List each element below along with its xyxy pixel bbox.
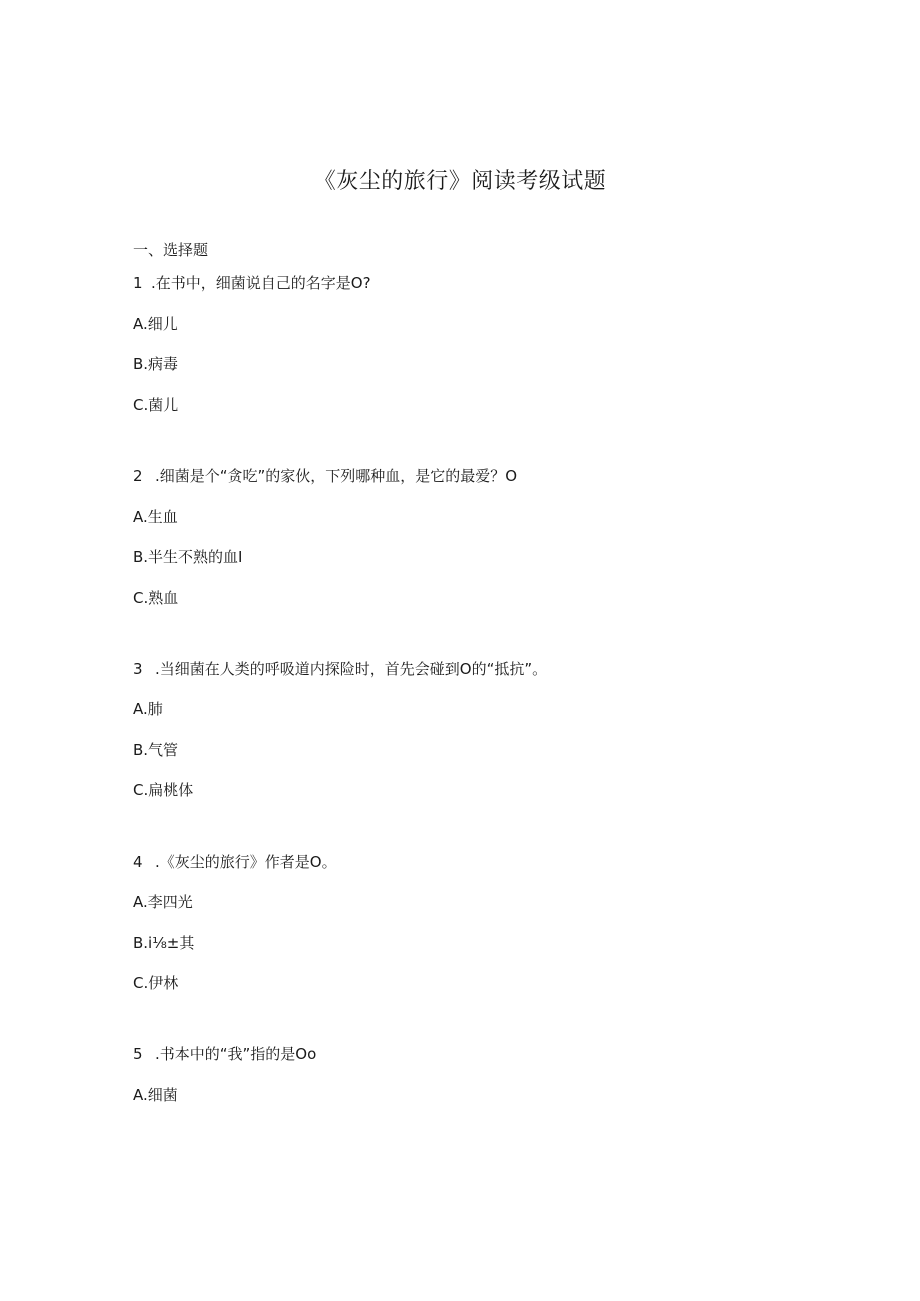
question-text: .细菌是个“贪吃”的家伙，下列哪种血，是它的最爱？O: [155, 467, 518, 485]
question-3: [133, 659, 547, 679]
question-number: 5: [133, 1045, 143, 1063]
question-text: .在书中，细菌说自己的名字是O?: [151, 274, 371, 292]
document-title: 《灰尘的旅行》阅读考级试题: [313, 169, 607, 194]
option-4c: C.伊林: [133, 974, 179, 992]
question-4: [133, 852, 337, 872]
question-number: 4: [133, 853, 143, 871]
option-1a: A.细儿: [133, 315, 178, 333]
question-2: [133, 466, 517, 486]
option-3c: C.扁桃体: [133, 781, 194, 799]
option-2b: B.半生不熟的血I: [133, 548, 243, 566]
question-5: [133, 1044, 316, 1064]
option-1b: B.病毒: [133, 355, 179, 373]
question-text: .书本中的“我”指的是Oo: [155, 1045, 317, 1063]
question-number: 2: [133, 467, 143, 485]
question-number: 3: [133, 660, 143, 678]
question-number: 1: [133, 274, 143, 292]
option-2a: A.生血: [133, 508, 178, 526]
question-1: [133, 273, 371, 293]
question-text: .当细菌在人类的呼吸道内探险时，首先会碰到O的“抵抗”。: [155, 660, 548, 678]
option-4a: A.李四光: [133, 893, 193, 911]
option-4b: B.i⅛±其: [133, 934, 195, 952]
section-heading: 一、选择题: [133, 241, 209, 259]
option-1c: C.菌儿: [133, 396, 179, 414]
option-3a: A.肺: [133, 700, 163, 718]
option-3b: B.气管: [133, 741, 179, 759]
question-text: .《灰尘的旅行》作者是O。: [155, 853, 337, 871]
option-5a: A.细菌: [133, 1086, 178, 1104]
option-2c: C.熟血: [133, 589, 179, 607]
